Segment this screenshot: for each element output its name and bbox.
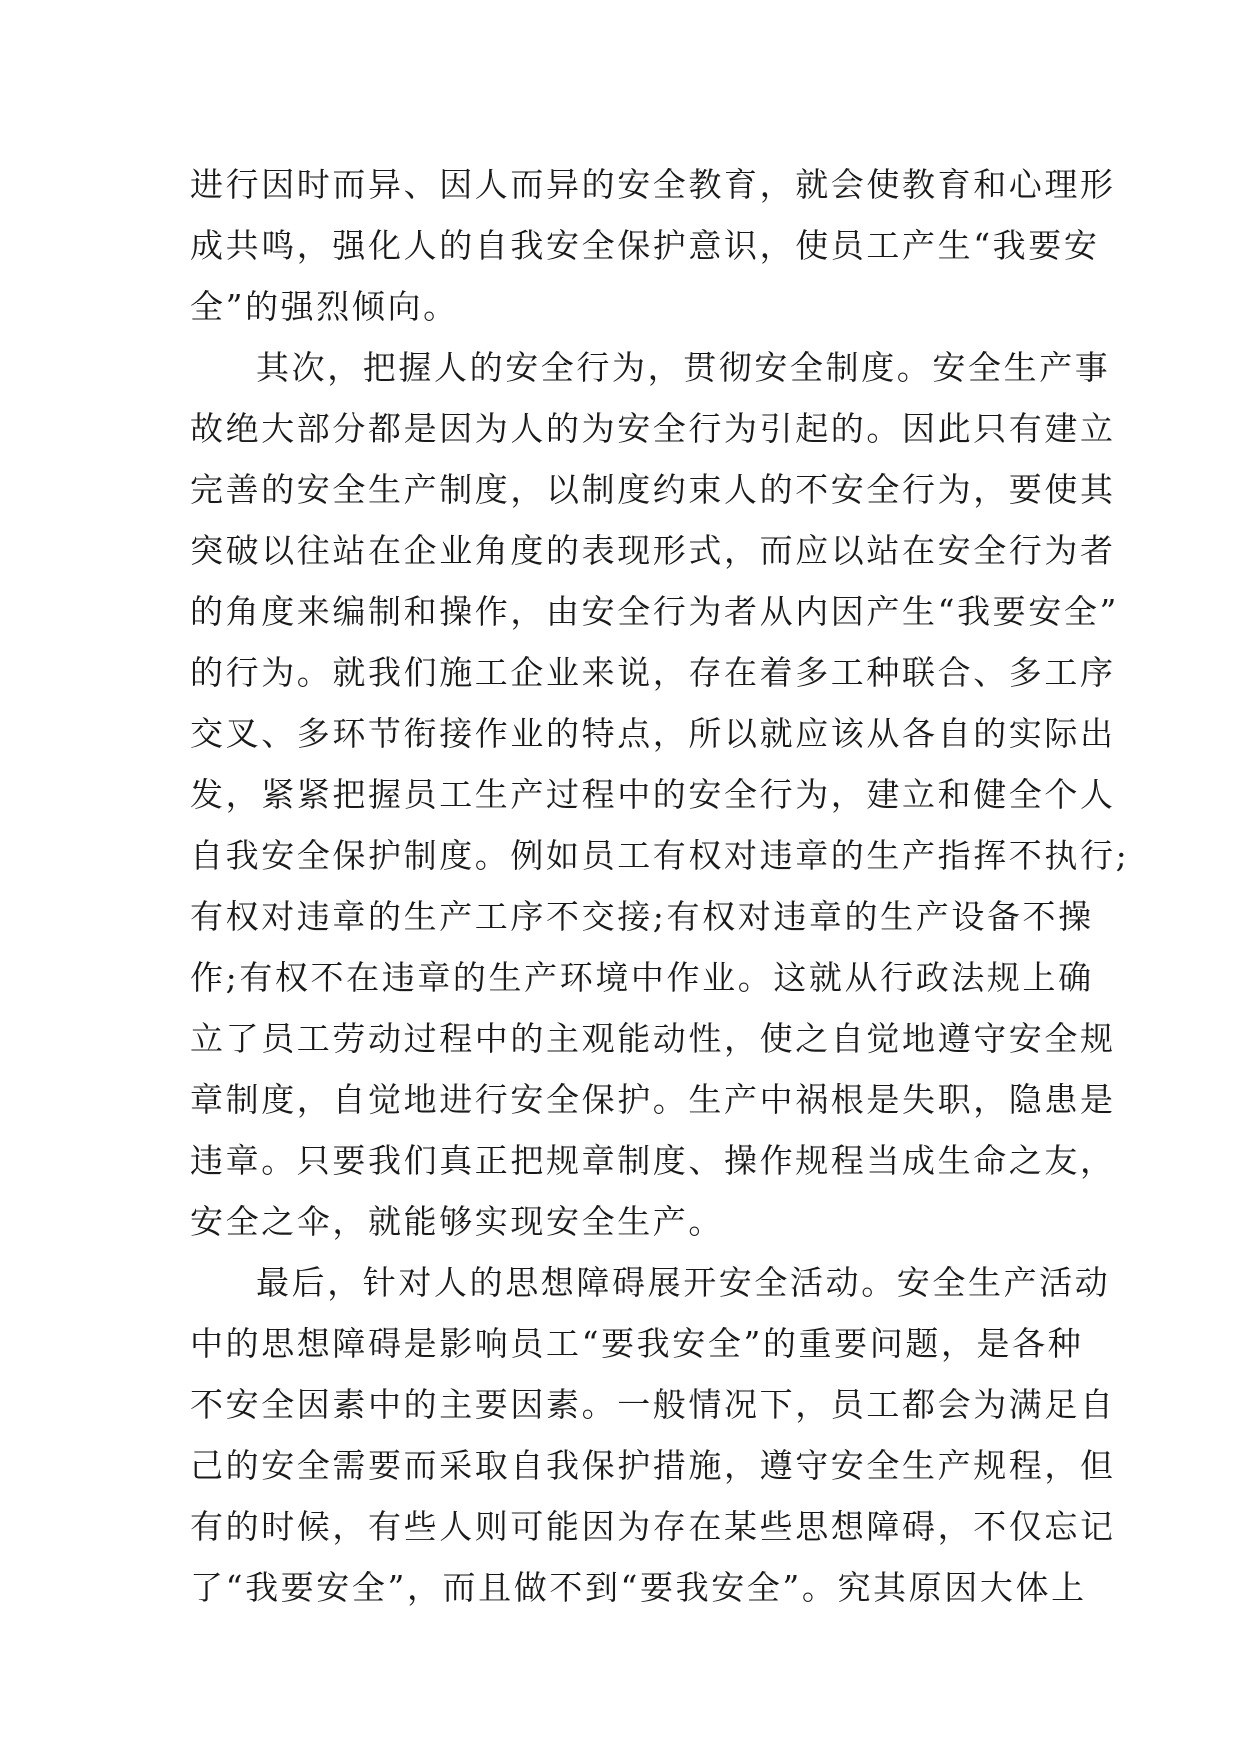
text-line: 不安全因素中的主要因素。一般情况下，员工都会为满足自 [190, 1385, 1116, 1424]
body-text [190, 154, 1130, 1618]
text-line: 中的思想障碍是影响员工“要我安全”的重要问题，是各种 [190, 1324, 1084, 1363]
text-line: 成共鸣，强化人的自我安全保护意识，使员工产生“我要安 [190, 226, 1100, 265]
text-line: 了“我要安全”，而且做不到“要我安全”。究其原因大体上 [190, 1568, 1087, 1607]
text-line: 发，紧紧把握员工生产过程中的安全行为，建立和健全个人 [190, 775, 1116, 814]
text-line: 章制度，自觉地进行安全保护。生产中祸根是失职，隐患是 [190, 1080, 1116, 1119]
paragraph-first-line: 其次，把握人的安全行为，贯彻安全制度。安全生产事 [256, 348, 1111, 387]
text-line: 突破以往站在企业角度的表现形式，而应以站在安全行为者 [190, 531, 1116, 570]
text-line: 的角度来编制和操作，由安全行为者从内因产生“我要安全” [190, 592, 1119, 631]
text-line: 作;有权不在违章的生产环境中作业。这就从行政法规上确 [190, 958, 1094, 997]
text-line: 故绝大部分都是因为人的为安全行为引起的。因此只有建立 [190, 409, 1116, 448]
text-line: 完善的安全生产制度，以制度约束人的不安全行为，要使其 [190, 470, 1116, 509]
text-line: 己的安全需要而采取自我保护措施，遵守安全生产规程，但 [190, 1446, 1116, 1485]
text-line: 有权对违章的生产工序不交接;有权对违章的生产设备不操 [190, 897, 1094, 936]
paragraph-first-line: 最后，针对人的思想障碍展开安全活动。安全生产活动 [256, 1263, 1111, 1302]
text-line: 违章。只要我们真正把规章制度、操作规程当成生命之友， [190, 1141, 1116, 1180]
text-line: 的行为。就我们施工企业来说，存在着多工种联合、多工序 [190, 653, 1116, 692]
text-line: 立了员工劳动过程中的主观能动性，使之自觉地遵守安全规 [190, 1019, 1116, 1058]
text-line: 自我安全保护制度。例如员工有权对违章的生产指挥不执行; [190, 836, 1130, 875]
text-line: 有的时候，有些人则可能因为存在某些思想障碍，不仅忘记 [190, 1507, 1116, 1546]
text-line: 进行因时而异、因人而异的安全教育，就会使教育和心理形 [190, 165, 1116, 204]
text-line: 全”的强烈倾向。 [190, 287, 459, 326]
text-line: 安全之伞，就能够实现安全生产。 [190, 1202, 724, 1241]
text-line: 交叉、多环节衔接作业的特点，所以就应该从各自的实际出 [190, 714, 1116, 753]
